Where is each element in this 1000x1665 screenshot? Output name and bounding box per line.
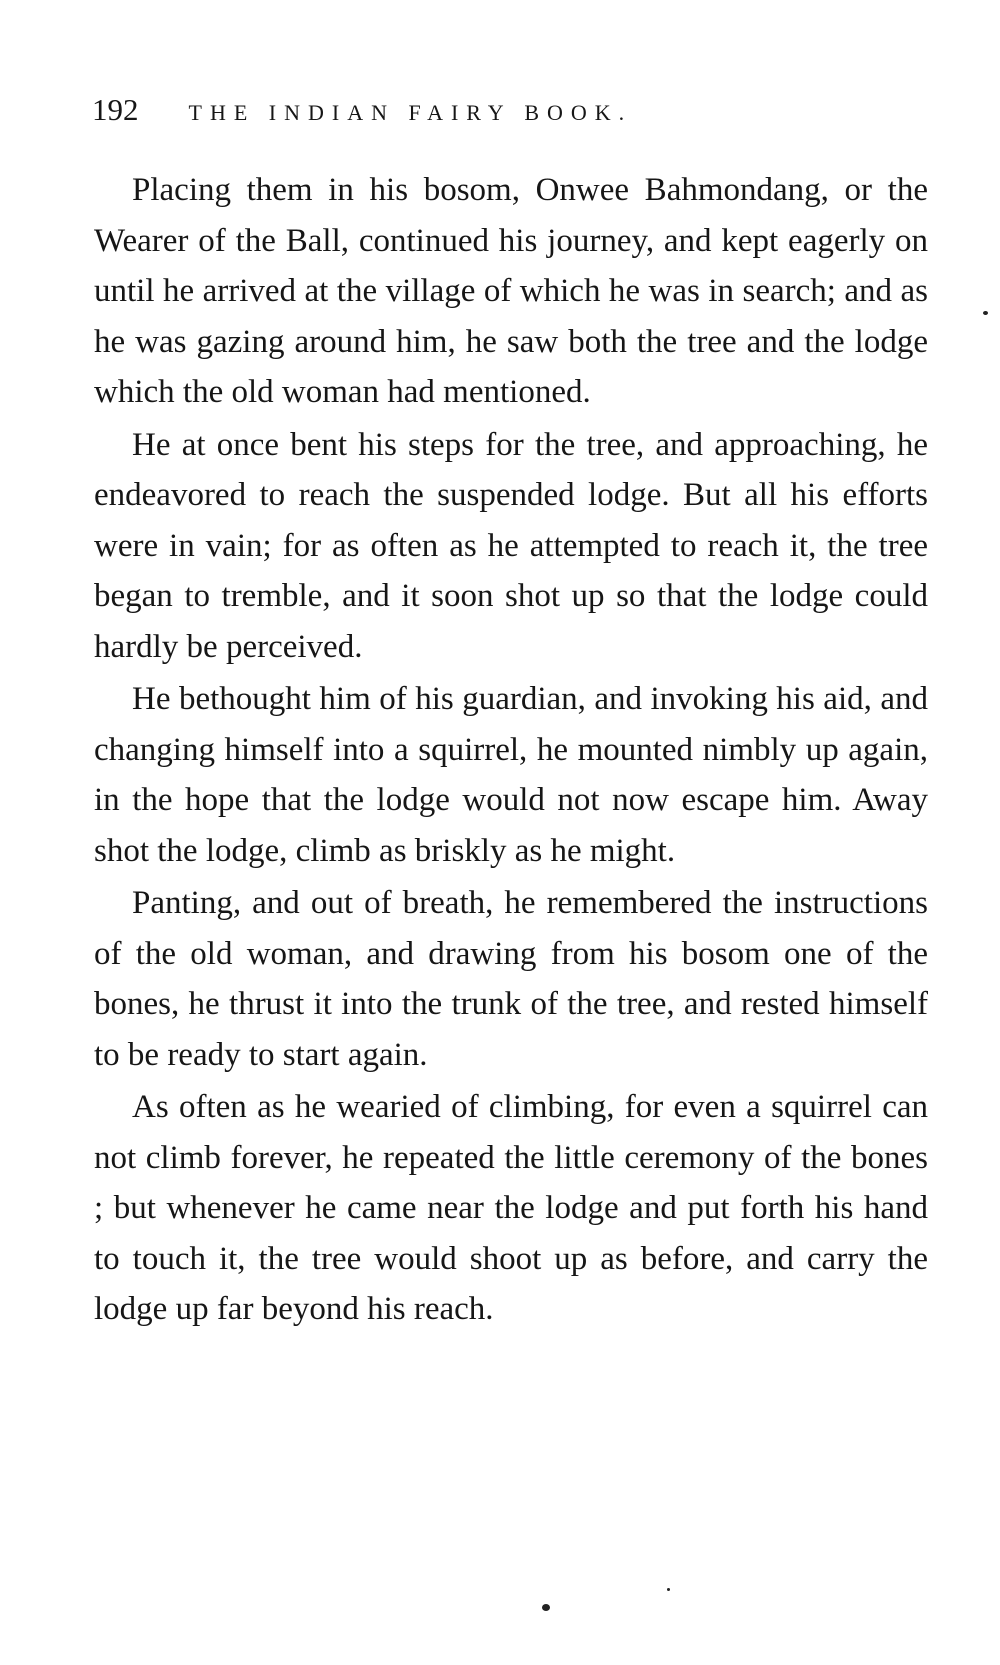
ink-speck: [542, 1604, 550, 1611]
paragraph-1: Placing them in his bosom, Onwee Bahmondang, or the Wearer of the Ball, continued his journey, and kept eagerly on until he arrived at the village of which he was in search; and as he was gazing around him, he saw both the tree and the lodge which the old woman had mentioned.: [94, 172, 928, 410]
body-text: [94, 165, 928, 1335]
ink-speck: [983, 311, 988, 315]
ink-speck: [667, 1588, 670, 1591]
paragraph-2: He at once bent his steps for the tree, and approaching, he endeavored to reach the suspended lodge. But all his efforts were in vain; for as often as he attempted to reach it, the tree began to tremble, and it soon shot up so that the lodge could hardly be perceived.: [94, 426, 928, 665]
paragraph-4: Panting, and out of breath, he remembered the instructions of the old woman, and drawing from his bosom one of the bones, he thrust it into the trunk of the tree, and rested himself to be ready to start again.: [94, 885, 928, 1073]
paragraph-5: As often as he wearied of climbing, for even a squirrel can not climb forever, he repeated the little ceremony of the bones ; but whenever he came near the lodge and put forth his hand to touch it, the tree would shoot up as before, and carry the lodge up far beyond his reach.: [94, 1089, 928, 1327]
page-number: 192: [92, 92, 139, 127]
paragraph-3: He bethought him of his guardian, and invoking his aid, and changing himself into a squirrel, he mounted nimbly up again, in the hope that the lodge would not now escape him. Away shot the lodge, climb as briskly as he might.: [94, 681, 928, 869]
running-title: THE INDIAN FAIRY BOOK.: [188, 100, 633, 125]
page-header: [92, 92, 912, 132]
